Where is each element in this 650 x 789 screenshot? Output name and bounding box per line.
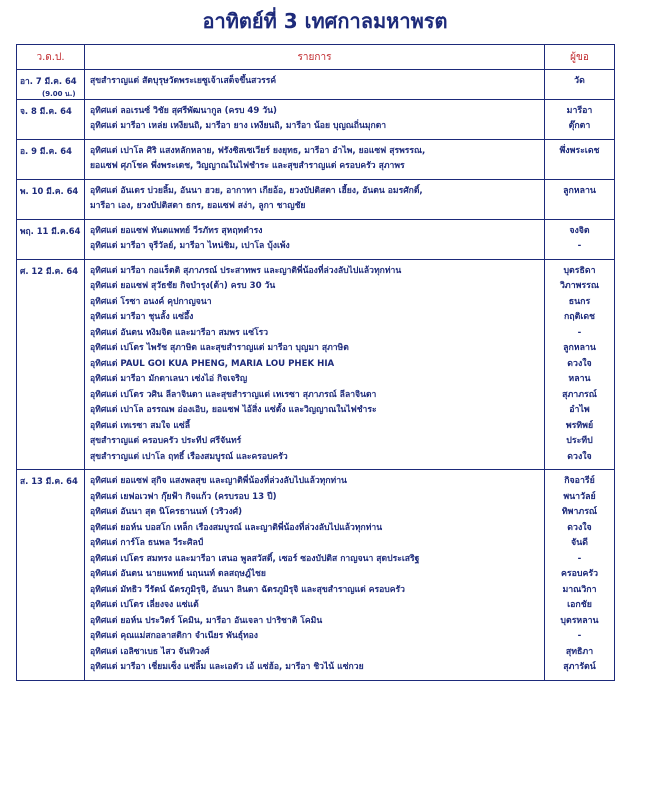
intention-line: อุทิศแด่ เปโตร ไพรัช สุภาษิต และสุขสำราญแด่ มารีอา บุญมา สุภาษิต bbox=[90, 343, 349, 353]
requester-name: ดวงใจ bbox=[567, 522, 592, 533]
date-text: อา. 7 มี.ค. 64 bbox=[20, 76, 77, 86]
intention-line: อุทิศแด่ ยอห์น ประวิตร์ โคมิน, มารีอา อันเจลา ปาริชาติ โคมิน bbox=[90, 615, 323, 626]
intention-line: สุขสำราญแด่ เปาโล ฤทธิ์ เรืองสมบูรณ์ และครอบครัว bbox=[90, 451, 288, 462]
requester-name: - bbox=[577, 553, 582, 564]
intention-line: อุทิศแด่ อันตน นายแพทย์ นฤนนท์ ดลสฤษฎ์ไชย bbox=[90, 569, 266, 579]
requester-name: อำไพ bbox=[569, 405, 590, 415]
items-cell bbox=[85, 470, 545, 681]
table-row bbox=[17, 139, 615, 179]
requester-name: ธนกร bbox=[568, 296, 591, 307]
intention-line: อุทิศแด่ เทเรซา สมใจ แซ่ลี้ bbox=[90, 420, 190, 431]
items-cell bbox=[85, 259, 545, 470]
requester-name: พรทิพย์ bbox=[565, 420, 594, 431]
requester-name: จันดี bbox=[571, 538, 588, 548]
intention-line: อุทิศแด่ อันตน หงิมจิต และมารีอา สมพร แซ่โรว bbox=[90, 327, 269, 338]
table-row bbox=[17, 470, 615, 681]
date-column-header: ว.ด.ป. bbox=[17, 45, 85, 70]
requester-cell bbox=[545, 99, 615, 139]
requester-name: มารีอา bbox=[566, 105, 593, 116]
intention-line: สุขสำราญแด่ ครอบครัว ประทีป ศรีจันทร์ bbox=[90, 436, 242, 446]
table-header-row bbox=[17, 45, 615, 70]
intention-line: อุทิศแด่ เปาโล อรรณพ อ่องเอิบ, ยอแซฟ ไอ้สิ่ง แซ่ตั้ง และวิญญาณในไฟชำระ bbox=[90, 405, 377, 415]
requester-cell bbox=[545, 179, 615, 219]
requester-name: - bbox=[577, 631, 582, 641]
date-text: จ. 8 มี.ค. 64 bbox=[20, 105, 72, 116]
date-text: พฤ. 11 มี.ค.64 bbox=[20, 225, 81, 236]
items-cell bbox=[85, 179, 545, 219]
intention-line: อุทิศแด่ มัทธิว วีรัตน์ ฉัตรภูมิรุจิ, อันนา ลินดา ฉัตรภูมิรุจิ และสุขสำราญแด่ ครอบครัว bbox=[90, 584, 405, 595]
intention-line: อุทิศแด่ การ์โล ธนพล วีระศิลป์ bbox=[90, 538, 204, 548]
date-text: อ. 9 มี.ค. 64 bbox=[20, 145, 72, 156]
date-text: ส. 13 มี.ค. 64 bbox=[20, 476, 78, 486]
intention-line: อุทิศแด่ อันเดร บ่วยลิ้ม, อันนา ฮวย, อากาทา เกียอ้อ, ยวงบัปติสตา เฮี้ยง, อันตน อมรศักดิ์, bbox=[90, 185, 423, 196]
intention-line: อุทิศแด่ มารีอา เหล่ย เหงียนถิ, มารีอา ยาง เหงียนถิ, มารีอา น้อย บุญณถิ่นมุกดา bbox=[90, 121, 387, 131]
items-cell bbox=[85, 219, 545, 259]
requester-name: ตุ๊กตา bbox=[568, 121, 591, 131]
requester-name: พึ่งพระเดช bbox=[559, 145, 600, 156]
requester-name: สุทธิภา bbox=[565, 646, 594, 657]
requester-name: - bbox=[577, 327, 582, 338]
mass-intention-table bbox=[16, 44, 615, 681]
requester-name: เอกชัย bbox=[567, 600, 592, 610]
page-title: อาทิตย์ที่ 3 เทศกาลมหาพรต bbox=[202, 9, 448, 33]
intention-line: สุขสำราญแด่ สัตบุรุษวัดพระเยซูเจ้าเสด็จขึ้นสวรรค์ bbox=[90, 76, 277, 86]
date-cell bbox=[17, 70, 85, 100]
date-text: ศ. 12 มี.ค. 64 bbox=[20, 265, 79, 276]
requester-name: - bbox=[577, 241, 582, 251]
requester-cell bbox=[545, 259, 615, 470]
intention-line: อุทิศแด่ อันนา สุด นิโครธานนท์ (วริวงศ์) bbox=[90, 507, 243, 517]
date-text: พ. 10 มี.ค. 64 bbox=[20, 185, 79, 196]
date-cell bbox=[17, 259, 85, 470]
intention-line: อุทิศแด่ ยอแซฟ สุวัธชัย กิจบำรุง(ต้า) ครบ 30 วัน bbox=[90, 281, 276, 291]
requester-name: พนาวัลย์ bbox=[563, 491, 596, 502]
requester-name: ดวงใจ bbox=[567, 451, 592, 462]
table-row bbox=[17, 259, 615, 470]
requester-name: มาณวิกา bbox=[562, 584, 597, 595]
intention-line: อุทิศแด่ ยอแซฟ สุกิจ แสงพลสุข และญาติพี่น้องที่ล่วงลับไปแล้วทุกท่าน bbox=[90, 476, 347, 486]
table-row bbox=[17, 179, 615, 219]
requester-name: ครอบครัว bbox=[560, 569, 599, 579]
items-cell bbox=[85, 99, 545, 139]
requester-cell bbox=[545, 70, 615, 100]
requester-name: ดวงใจ bbox=[567, 358, 592, 369]
requester-name: สุภาภรณ์ bbox=[562, 389, 597, 400]
requester-column-header: ผู้ขอ bbox=[545, 45, 615, 70]
requester-name: วัด bbox=[574, 76, 585, 86]
requester-name: จงจิต bbox=[569, 225, 590, 236]
items-cell bbox=[85, 70, 545, 100]
intention-line: อุทิศแด่ ลอเรนซ์ วิชัย สุศรีพัฒนากูล (ครบ 49 วัน) bbox=[90, 105, 277, 116]
table-row bbox=[17, 70, 615, 100]
date-cell bbox=[17, 99, 85, 139]
intention-line: อุทิศแด่ โรซา อนงค์ คุปกาญจนา bbox=[90, 296, 212, 307]
requester-name: กฤติเดช bbox=[563, 312, 596, 322]
intention-line: อุทิศแด่ เปโตร สมทรง และมารีอา เสนอ พูลสวัสดิ์, เซอร์ ซองบัปติส กาญจนา สุดประเสริฐ bbox=[90, 553, 420, 564]
intention-line: อุทิศแด่ มารีอา เชี่ยมเซ็ง แซ่ลิ้ม และเอดัว เอ้ แซ่ฮ้อ, มารีอา ชิวไน้ แซ่กวย bbox=[90, 662, 364, 672]
intention-line: อุทิศแด่ มารีอา มักดาเลนา เซ่งไอ่ กิจเจริญ bbox=[90, 374, 248, 384]
requester-name: สุภารัตน์ bbox=[563, 662, 596, 672]
table-row bbox=[17, 219, 615, 259]
date-cell bbox=[17, 219, 85, 259]
requester-name: ประทีป bbox=[566, 436, 593, 446]
intention-line: อุทิศแด่ ยอห์น บอสโก เหล็ก เรืองสมบูรณ์ และญาติพี่น้องที่ล่วงลับไปแล้วทุกท่าน bbox=[90, 522, 383, 533]
intention-line: อุทิศแด่ มารีอา กอแร็ตติ สุภาภรณ์ ประสาทพร และญาติพี่น้องที่ล่วงลับไปแล้วทุกท่าน bbox=[90, 265, 402, 276]
intention-line: อุทิศแด่ PAUL GOI KUA PHENG, MARIA LOU PHEK HIA bbox=[90, 358, 335, 369]
requester-cell bbox=[545, 219, 615, 259]
requester-name: บุตรธิดา bbox=[563, 265, 596, 276]
intention-line: ยอแซฟ ศุภโชค พึ่งพระเดช, วิญญาณในไฟชำระ และสุขสำราญแด่ ครอบครัว สุภาพร bbox=[90, 161, 405, 171]
requester-cell bbox=[545, 470, 615, 681]
date-cell bbox=[17, 179, 85, 219]
intention-line: อุทิศแด่ เปาโล ศิริ แสงหลักหลาย, ฟรังซิสเซเวียร์ ยงยุทธ, มารีอา อำไพ, ยอแซฟ สุรพรรณ, bbox=[90, 145, 426, 156]
intention-line: อุทิศแด่ ยอแซฟ ทันตแพทย์ วีรภัทร สุหฤทดำรง bbox=[90, 225, 263, 236]
table-row bbox=[17, 99, 615, 139]
items-column-header: รายการ bbox=[85, 45, 545, 70]
items-cell bbox=[85, 139, 545, 179]
intention-line: อุทิศแด่ เยฟอเวฟา กุ๊ยฟ้า กิจแก้ว (ครบรอบ 13 ปี) bbox=[90, 491, 277, 502]
date-cell bbox=[17, 139, 85, 179]
requester-name: บุตรหลาน bbox=[560, 615, 599, 626]
requester-name: หลาน bbox=[568, 374, 591, 384]
intention-line: อุทิศแด่ คุณแม่สกอลาสติกา จำเนียร พันธุ์ทอง bbox=[90, 631, 258, 641]
requester-name: ลูกหลาน bbox=[563, 185, 596, 196]
intention-line: อุทิศแด่ เปโตร เลี่ยงจง แซ่แต้ bbox=[90, 600, 199, 610]
intention-line: มารีอา เอง, ยวงบัปติสตา ธกร, ยอแซฟ สง่า, ลูกา ชาญชัย bbox=[90, 201, 306, 211]
intention-line: อุทิศแด่ เปโตร วศิน ลีลาจินดา และสุขสำราญแด่ เทเรซา สุภาภรณ์ ลีลาจินดา bbox=[90, 389, 377, 400]
intention-line: อุทิศแด่ เอลิซาเบธ ไสว จันทิวงศ์ bbox=[90, 646, 210, 657]
intention-line: อุทิศแด่ มารีอา จุรีวัลย์, มารีอา ไหน่ชิม, เปาโล บุ้งเพ้ง bbox=[90, 241, 290, 251]
requester-name: ลูกหลาน bbox=[563, 343, 596, 353]
requester-name: กิจอารีย์ bbox=[564, 476, 595, 486]
time-note: (9.00 น.) bbox=[42, 89, 76, 98]
requester-name: ทิพาภรณ์ bbox=[561, 507, 598, 517]
requester-cell bbox=[545, 139, 615, 179]
requester-name: วิภาพรรณ bbox=[559, 281, 600, 291]
intention-line: อุทิศแด่ มารีอา ชุนลั้ง แซ่อึ้ง bbox=[90, 312, 194, 322]
date-cell bbox=[17, 470, 85, 681]
